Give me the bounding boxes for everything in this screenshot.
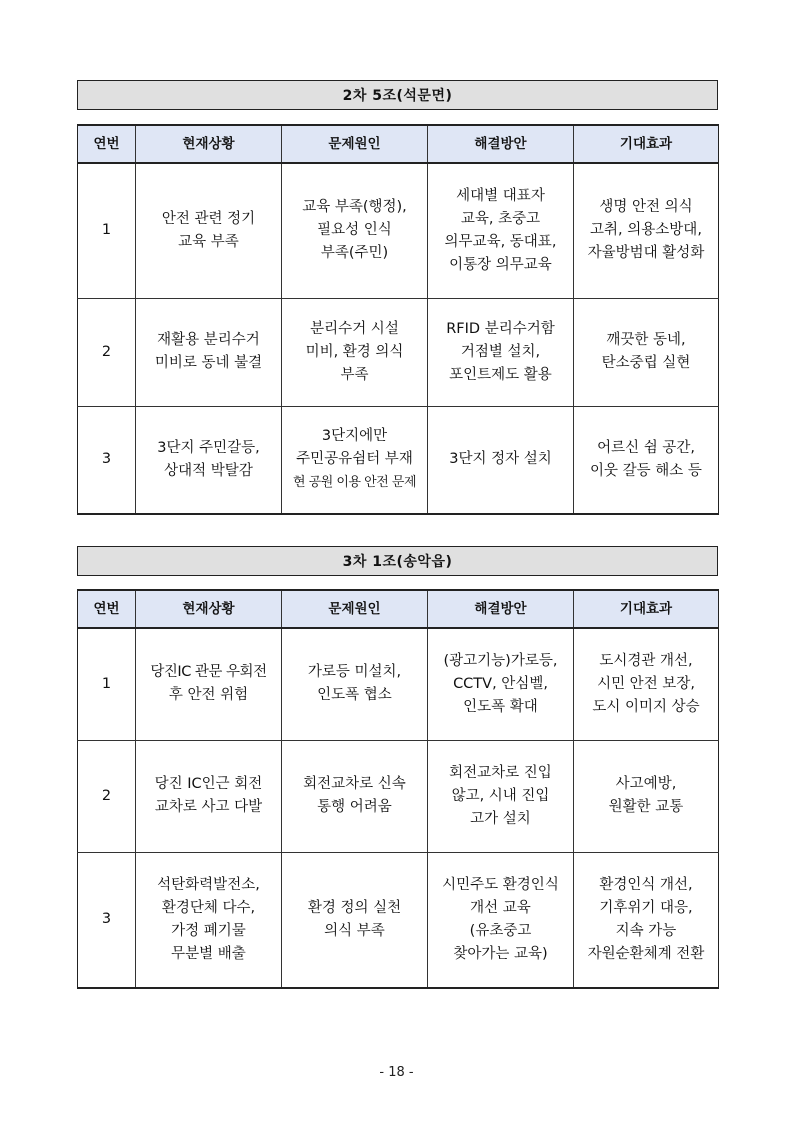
page-number: - 18 - xyxy=(379,1065,414,1080)
cell-line: 거점별 설치, xyxy=(460,343,541,360)
cell-line: 주민공유쉼터 부재 xyxy=(296,451,413,468)
row-number: 1 xyxy=(78,628,136,740)
cell-line: 3단지에만 xyxy=(321,428,388,445)
cell-line: 이통장 의무교육 xyxy=(449,256,552,273)
cell-line: 교육 부족 xyxy=(178,233,239,250)
cell-line: 찾아가는 교육) xyxy=(453,945,548,962)
cell-line: (광고기능)가로등, xyxy=(443,652,558,669)
cell-line: 기후위기 대응, xyxy=(599,899,693,916)
situation-cell xyxy=(136,406,282,514)
header-effect: 기대효과 xyxy=(574,590,719,628)
table-row xyxy=(78,628,719,740)
cell-line: 자원순환체계 전환 xyxy=(587,945,705,962)
solution-cell xyxy=(428,298,574,406)
table2-title: 3차 1조(송악읍) xyxy=(77,546,718,576)
table1-title: 2차 5조(석문면) xyxy=(77,80,718,110)
table1 xyxy=(77,124,719,515)
cause-cell xyxy=(282,406,428,514)
cell-line: 개선 교육 xyxy=(470,899,531,916)
cell-line: RFID 분리수거함 xyxy=(446,320,555,337)
row-number: 3 xyxy=(78,406,136,514)
cell-line: 당진IC 관문 우회전 xyxy=(150,664,267,681)
header-solution: 해결방안 xyxy=(428,125,574,163)
cell-line: 미비, 환경 의식 xyxy=(305,343,404,360)
cell-line: 고가 설치 xyxy=(470,810,531,827)
row-number: 2 xyxy=(78,740,136,852)
cell-line: 의식 부족 xyxy=(324,922,385,939)
cell-line: 포인트제도 활용 xyxy=(449,366,552,383)
cell-line: 교육, 초중고 xyxy=(460,210,541,227)
cell-line: 가정 폐기물 xyxy=(171,922,246,939)
cell-line: CCTV, 안심벨, xyxy=(453,675,548,692)
cell-line: 3단지 주민갈등, xyxy=(157,439,260,456)
section-table2 xyxy=(77,546,718,962)
cell-line: 회전교차로 신속 xyxy=(303,776,406,792)
solution-cell xyxy=(428,628,574,740)
cell-line: 상대적 박탈감 xyxy=(164,462,253,479)
cell-line: 도시경관 개선, xyxy=(599,652,693,669)
table2-header-row xyxy=(78,590,719,628)
cell-line: 후 안전 위험 xyxy=(168,687,249,704)
header-situation: 현재상황 xyxy=(136,125,282,163)
cell-line: 도시 이미지 상승 xyxy=(592,698,700,715)
cell-line: 통행 어려움 xyxy=(317,799,392,815)
row-number: 2 xyxy=(78,298,136,406)
cell-line: 어르신 쉼 공간, xyxy=(597,439,695,456)
header-effect: 기대효과 xyxy=(574,125,719,163)
situation-cell xyxy=(136,628,282,740)
row-number: 3 xyxy=(78,852,136,988)
table1-header-row xyxy=(78,125,719,163)
cell-line: 3단지 정자 설치 xyxy=(449,451,552,468)
cell-line: 석탄화력발전소, xyxy=(157,876,260,893)
cause-cell xyxy=(282,163,428,298)
cell-line: 원활한 교통 xyxy=(608,799,684,815)
header-situation: 현재상황 xyxy=(136,590,282,628)
effect-cell xyxy=(574,406,719,514)
cell-line: 환경인식 개선, xyxy=(599,876,693,893)
cell-line: 사고예방, xyxy=(615,776,677,792)
effect-cell xyxy=(574,740,719,852)
cell-line: 깨끗한 동네, xyxy=(606,332,686,348)
effect-cell xyxy=(574,298,719,406)
cell-line: 시민 안전 보장, xyxy=(597,675,695,692)
solution-cell xyxy=(428,852,574,988)
cell-line: 교차로 사고 다발 xyxy=(154,799,263,815)
cell-line: 지속 가능 xyxy=(615,922,677,939)
cell-line: 환경단체 다수, xyxy=(161,899,256,916)
section-table1 xyxy=(77,80,718,491)
situation-cell xyxy=(136,163,282,298)
table-row xyxy=(78,298,719,406)
effect-cell xyxy=(574,163,719,298)
table-row xyxy=(78,740,719,852)
table-row xyxy=(78,406,719,514)
cell-line: 분리수거 시설 xyxy=(310,320,399,337)
cell-line: 고취, 의용소방대, xyxy=(590,222,702,239)
cell-line: 현 공원 이용 안전 문제 xyxy=(292,475,417,491)
effect-cell xyxy=(574,628,719,740)
table-row xyxy=(78,852,719,988)
cell-line: 시민주도 환경인식 xyxy=(442,876,559,893)
situation-cell xyxy=(136,298,282,406)
cell-line: 회전교차로 진입 xyxy=(449,764,552,781)
cell-line: 자율방범대 활성화 xyxy=(587,245,705,262)
header-solution: 해결방안 xyxy=(428,590,574,628)
cell-line: 부족(주민) xyxy=(320,245,389,262)
cell-line: 환경 정의 실천 xyxy=(307,899,402,916)
table2 xyxy=(77,589,719,989)
cause-cell xyxy=(282,298,428,406)
situation-cell xyxy=(136,852,282,988)
cell-line: 교육 부족(행정), xyxy=(302,199,407,216)
cell-line: 이웃 갈등 해소 등 xyxy=(590,462,702,479)
cell-line: 인도폭 협소 xyxy=(317,687,392,704)
header-no: 연번 xyxy=(78,125,136,163)
header-cause: 문제원인 xyxy=(282,125,428,163)
row-number: 1 xyxy=(78,163,136,298)
cell-line: 안전 관련 정기 xyxy=(161,210,256,227)
cell-line: 생명 안전 의식 xyxy=(599,199,693,216)
cell-line: 미비로 동네 불결 xyxy=(154,355,263,371)
cell-line: 탄소중립 실현 xyxy=(601,355,691,371)
cell-line: 인도폭 확대 xyxy=(463,698,538,715)
cell-line: 당진 IC인근 회전 xyxy=(154,776,263,792)
cell-line: 가로등 미설치, xyxy=(307,664,402,681)
cell-line: (유초중고 xyxy=(469,922,532,939)
header-no: 연번 xyxy=(78,590,136,628)
cause-cell xyxy=(282,852,428,988)
cell-line: 의무교육, 동대표, xyxy=(444,233,557,250)
cell-line: 필요성 인식 xyxy=(317,222,392,239)
cell-line: 재활용 분리수거 xyxy=(157,332,260,348)
cell-line: 무분별 배출 xyxy=(171,945,246,962)
header-cause: 문제원인 xyxy=(282,590,428,628)
solution-cell xyxy=(428,740,574,852)
effect-cell xyxy=(574,852,719,988)
solution-cell xyxy=(428,406,574,514)
solution-cell xyxy=(428,163,574,298)
situation-cell xyxy=(136,740,282,852)
table-row xyxy=(78,163,719,298)
cause-cell xyxy=(282,628,428,740)
cause-cell xyxy=(282,740,428,852)
cell-line: 부족 xyxy=(340,366,369,383)
cell-line: 세대별 대표자 xyxy=(456,187,545,204)
cell-line: 않고, 시내 진입 xyxy=(451,787,550,804)
